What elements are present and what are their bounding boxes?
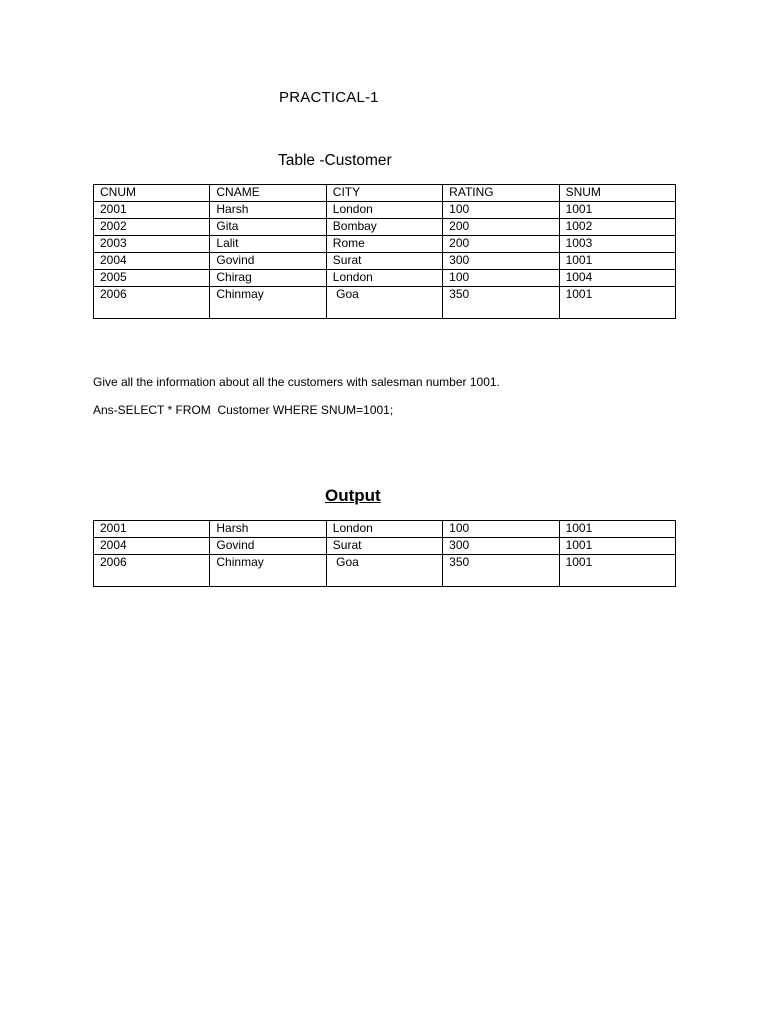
- table-cell: Govind: [210, 538, 326, 555]
- table-row: [94, 555, 676, 587]
- table-cell: 100: [443, 270, 559, 287]
- table-cell: 100: [443, 202, 559, 219]
- table-row: [94, 270, 676, 287]
- table-cell: Govind: [210, 253, 326, 270]
- table-cell: 2005: [94, 270, 210, 287]
- table-cell: Chinmay: [210, 555, 326, 587]
- table-row: [94, 521, 676, 538]
- table-header-row: [94, 185, 676, 202]
- header-cell-rating: RATING: [443, 185, 559, 202]
- table-title: Table -Customer: [278, 152, 392, 169]
- table-cell: 200: [443, 236, 559, 253]
- table-cell: 1003: [559, 236, 675, 253]
- table-cell: 1001: [559, 202, 675, 219]
- table-cell: 2006: [94, 287, 210, 319]
- customer-table: [93, 184, 676, 319]
- table-cell: 2003: [94, 236, 210, 253]
- header-cell-cnum: CNUM: [94, 185, 210, 202]
- table-cell: 1001: [559, 538, 675, 555]
- table-cell: Surat: [326, 538, 442, 555]
- table-cell: 2002: [94, 219, 210, 236]
- table-cell: 1001: [559, 521, 675, 538]
- table-cell: 1001: [559, 287, 675, 319]
- table-cell: 350: [443, 287, 559, 319]
- table-row: [94, 287, 676, 319]
- table-cell: Goa: [326, 555, 442, 587]
- table-cell: London: [326, 270, 442, 287]
- table-cell: 2004: [94, 253, 210, 270]
- table-cell: Chinmay: [210, 287, 326, 319]
- table-cell: Chirag: [210, 270, 326, 287]
- output-table: [93, 520, 676, 587]
- table-cell: Harsh: [210, 521, 326, 538]
- table-cell: London: [326, 521, 442, 538]
- table-row: [94, 202, 676, 219]
- table-cell: 1002: [559, 219, 675, 236]
- page-title: PRACTICAL-1: [279, 89, 379, 106]
- table-cell: Bombay: [326, 219, 442, 236]
- output-heading: Output: [325, 486, 381, 505]
- table-cell: 100: [443, 521, 559, 538]
- table-cell: Goa: [326, 287, 442, 319]
- header-cell-snum: SNUM: [559, 185, 675, 202]
- table-row: [94, 253, 676, 270]
- table-cell: 1001: [559, 555, 675, 587]
- table-cell: 1004: [559, 270, 675, 287]
- answer-text: Ans-SELECT * FROM Customer WHERE SNUM=1001;: [93, 403, 394, 417]
- table-cell: 2001: [94, 202, 210, 219]
- question-text: Give all the information about all the customers with salesman number 1001.: [93, 375, 500, 389]
- table-row: [94, 236, 676, 253]
- table-cell: 300: [443, 538, 559, 555]
- header-cell-cname: CNAME: [210, 185, 326, 202]
- table-cell: Lalit: [210, 236, 326, 253]
- table-cell: Gita: [210, 219, 326, 236]
- header-cell-city: CITY: [326, 185, 442, 202]
- table-cell: 2006: [94, 555, 210, 587]
- table-cell: 200: [443, 219, 559, 236]
- table-cell: 1001: [559, 253, 675, 270]
- table-cell: London: [326, 202, 442, 219]
- table-cell: 300: [443, 253, 559, 270]
- table-row: [94, 538, 676, 555]
- table-row: [94, 219, 676, 236]
- table-cell: 350: [443, 555, 559, 587]
- table-cell: Harsh: [210, 202, 326, 219]
- table-cell: Surat: [326, 253, 442, 270]
- table-cell: Rome: [326, 236, 442, 253]
- table-cell: 2001: [94, 521, 210, 538]
- table-cell: 2004: [94, 538, 210, 555]
